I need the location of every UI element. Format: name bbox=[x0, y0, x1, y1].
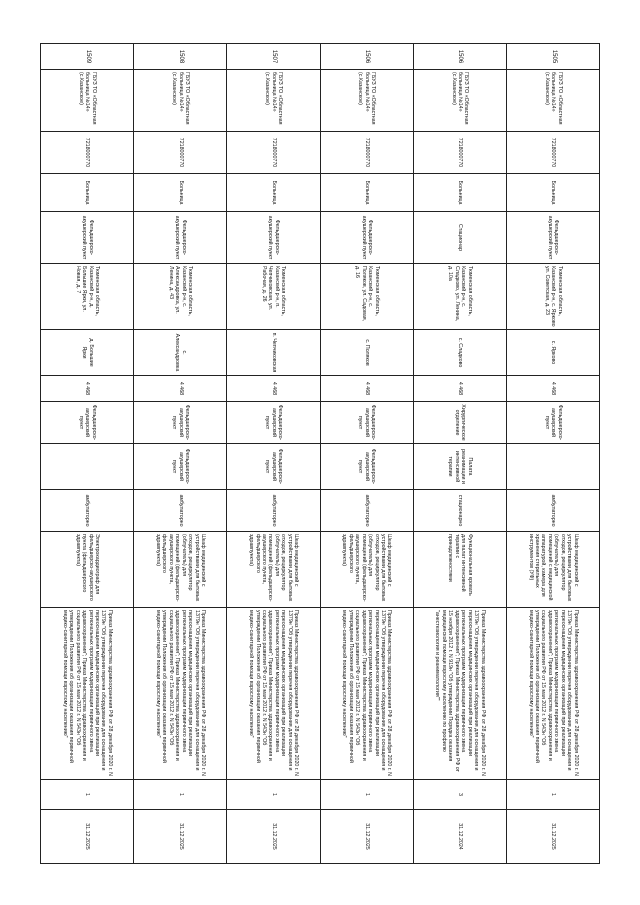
table-row bbox=[506, 43, 599, 863]
population-count: 4 468 bbox=[41, 375, 134, 401]
settlement: с. Поляков bbox=[320, 329, 413, 375]
deadline-date: 31.12.2025 bbox=[41, 809, 134, 863]
table-row bbox=[320, 43, 413, 863]
address: Тюменская область, Казанский р-н, с. Александровка, ул. Ленина, д. 43 bbox=[134, 263, 227, 329]
deadline-date: 31.12.2025 bbox=[506, 809, 599, 863]
equipment-name: Шкаф медицинский с устройствами для бытовых отходов, рециркулятор (облучатель) для помещений (фельдшерско-акушерского пункта, фельдшерского здравпункта) bbox=[227, 531, 320, 607]
table-row bbox=[413, 43, 506, 863]
address: Тюменская область, Казанский р-н, с. Сладково, ул. Ленина, д. 10а bbox=[413, 263, 506, 329]
deadline-date: 31.12.2024 bbox=[413, 809, 506, 863]
population-count: 4 468 bbox=[506, 375, 599, 401]
table-row bbox=[41, 43, 134, 863]
inn-code: 7218000770 bbox=[413, 131, 506, 173]
address: Тюменская область, Казанский р-н, с. Поляков, ул. Садовая, д. 16 bbox=[320, 263, 413, 329]
equipment-name: Шкаф медицинский с устройствами для бытовых отходов, рециркулятор (облучатель) для помещений (фельдшерско-акушерского пункта, фельдшерского здравпункта) bbox=[320, 531, 413, 607]
row-number: 1508 bbox=[134, 43, 227, 69]
row-number: 1509 bbox=[41, 43, 134, 69]
settlement: с. Сладково bbox=[413, 329, 506, 375]
deadline-date: 31.12.2025 bbox=[134, 809, 227, 863]
legal-basis: Приказ Министерства здравоохранения РФ от 28 декабря 2020 г. N 1379н "Об утверждении перечня оборудования для оснащения и переоснащения медицинских организаций при реализации региональных программ модернизации первичного звена здравоохранения"; Приказ Министерства здравоохранения и социального развития РФ от 15 мая 2012 г. N 543н "Об утверждении Положения об организации оказания первичной медико-санитарной помощи взрослому населению" bbox=[320, 607, 413, 779]
target-department bbox=[41, 443, 134, 489]
legal-basis: Приказ Министерства здравоохранения РФ от 28 декабря 2020 г. N 1379н "Об утверждении перечня оборудования для оснащения и переоснащения медицинских организаций при реализации региональных программ модернизации первичного звена здравоохранения"; Приказ Министерства здравоохранения и социального развития РФ от 15 мая 2012 г. N 543н "Об утверждении Положения об организации оказания первичной медико-санитарной помощи взрослому населению" bbox=[41, 607, 134, 779]
organization-name: ГБУЗ ТО «Областная больница №14» (с.Казанское) bbox=[320, 69, 413, 131]
current-department: Фельдшерско-акушерский пункт bbox=[134, 401, 227, 443]
population-count: 4 468 bbox=[320, 375, 413, 401]
address: Тюменская область, Казанский р-н, д. Большие Ярки, ул. Новая, д. 7 bbox=[41, 263, 134, 329]
inn-code: 7218000770 bbox=[320, 131, 413, 173]
equipment-table bbox=[40, 43, 600, 864]
address: Тюменская область, Казанский р-н, п. Чепчиковская, ул. Рабочая, д. 26 bbox=[227, 263, 320, 329]
address: Тюменская область, Казанский р-н, с. Ярково ул. Советская, д. 23 bbox=[506, 263, 599, 329]
facility-type: Больница bbox=[134, 173, 227, 211]
inn-code: 7218000770 bbox=[134, 131, 227, 173]
row-number: 1505 bbox=[506, 43, 599, 69]
current-department: Фельдшерско-акушерский пункт bbox=[506, 401, 599, 443]
facility-type: Больница bbox=[41, 173, 134, 211]
care-form: амбулаторно bbox=[506, 489, 599, 531]
care-form: стационарно bbox=[413, 489, 506, 531]
department-unit: Фельдшерско-акушерский пункт bbox=[506, 211, 599, 263]
department-unit: Фельдшерско-акушерский пункт bbox=[320, 211, 413, 263]
target-department: Палата реанимации и интенсивной терапии bbox=[413, 443, 506, 489]
facility-type: Больница bbox=[413, 173, 506, 211]
equipment-name: Шкаф медицинский с устройствами для бытовых отходов, рециркулятор (облучатель) для помещений с медицинской аппаратурой, камера для хранения стерильных инструментов (УФ) bbox=[506, 531, 599, 607]
settlement: с. Ярково bbox=[506, 329, 599, 375]
row-number: 1507 bbox=[227, 43, 320, 69]
table-row bbox=[134, 43, 227, 863]
current-department: Хирургическое отделение bbox=[413, 401, 506, 443]
deadline-date: 31.12.2025 bbox=[320, 809, 413, 863]
table-body bbox=[41, 43, 600, 863]
quantity: 1 bbox=[134, 779, 227, 809]
quantity: 1 bbox=[41, 779, 134, 809]
current-department: Фельдшерско-акушерский пункт bbox=[41, 401, 134, 443]
population-count: 4 468 bbox=[413, 375, 506, 401]
target-department: Фельдшерско-акушерский пункт bbox=[320, 443, 413, 489]
legal-basis: Приказ Министерства здравоохранения РФ от 28 декабря 2020 г. N 1379н "Об утверждении перечня оборудования для оснащения и переоснащения медицинских организаций при реализации региональных программ модернизации первичного звена здравоохранения"; Приказ Министерства здравоохранения и социального развития РФ от 15 мая 2012 г. N 543н "Об утверждении Положения об организации оказания первичной медико-санитарной помощи взрослому населению" bbox=[227, 607, 320, 779]
population-count: 4 468 bbox=[227, 375, 320, 401]
quantity: 1 bbox=[320, 779, 413, 809]
target-department: Фельдшерско-акушерский пункт bbox=[227, 443, 320, 489]
organization-name: ГБУЗ ТО «Областная больница №14» (с.Казанское) bbox=[506, 69, 599, 131]
legal-basis: Приказ Министерства здравоохранения РФ от 28 декабря 2020 г. N 1379н "Об утверждении перечня оборудования для оснащения и переоснащения медицинских организаций при реализации региональных программ модернизации первичного звена здравоохранения"; Приказ Министерства здравоохранения и социального развития РФ от 15 мая 2012 г. N 543н "Об утверждении Положения об организации оказания первичной медико-санитарной помощи взрослому населению" bbox=[506, 607, 599, 779]
target-department: Фельдшерско-акушерский пункт bbox=[134, 443, 227, 489]
department-unit: Фельдшерско-акушерский пункт bbox=[134, 211, 227, 263]
deadline-date: 31.12.2025 bbox=[227, 809, 320, 863]
facility-type: Больница bbox=[506, 173, 599, 211]
equipment-name: Шкаф медицинский с устройствами для бытовых отходов, рециркулятор (облучатель) для помещений (фельдшерско-акушерского пункта, фельдшерского здравпункта) bbox=[134, 531, 227, 607]
inn-code: 7218000770 bbox=[227, 131, 320, 173]
organization-name: ГБУЗ ТО «Областная больница №14» (с.Казанское) bbox=[227, 69, 320, 131]
legal-basis: Приказ Министерства здравоохранения РФ от 28 декабря 2020 г. N 1379н "Об утверждении перечня оборудования для оснащения и переоснащения медицинских организаций при реализации региональных программ модернизации первичного звена здравоохранения"; Приказ Министерства здравоохранения и социального развития РФ от 15 мая 2012 г. N 543н "Об утверждении Положения об организации оказания первичной медико-санитарной помощи взрослому населению" bbox=[134, 607, 227, 779]
inn-code: 7218000770 bbox=[506, 131, 599, 173]
care-form: амбулаторно bbox=[320, 489, 413, 531]
care-form: амбулаторно bbox=[41, 489, 134, 531]
quantity: 1 bbox=[227, 779, 320, 809]
table-row bbox=[227, 43, 320, 863]
current-department: Фельдшерско-акушерский пункт bbox=[320, 401, 413, 443]
department-unit: Фельдшерско-акушерский пункт bbox=[41, 211, 134, 263]
quantity: 1 bbox=[506, 779, 599, 809]
organization-name: ГБУЗ ТО «Областная больница №14» (с.Казанское) bbox=[413, 69, 506, 131]
row-number: 1506 bbox=[413, 43, 506, 69]
rotated-table-wrapper bbox=[40, 43, 600, 863]
settlement: с. Александровка bbox=[134, 329, 227, 375]
department-unit: Фельдшерско-акушерский пункт bbox=[227, 211, 320, 263]
target-department bbox=[506, 443, 599, 489]
population-count: 4 468 bbox=[134, 375, 227, 401]
organization-name: ГБУЗ ТО «Областная больница №14» (с.Казанское) bbox=[134, 69, 227, 131]
care-form: амбулаторно bbox=[134, 489, 227, 531]
quantity: 3 bbox=[413, 779, 506, 809]
inn-code: 7218000770 bbox=[41, 131, 134, 173]
settlement: п. Чепчиковская bbox=[227, 329, 320, 375]
department-unit: Стационар bbox=[413, 211, 506, 263]
row-number: 1506 bbox=[320, 43, 413, 69]
facility-type: Больница bbox=[227, 173, 320, 211]
care-form: амбулаторно bbox=[227, 489, 320, 531]
facility-type: Больница bbox=[320, 173, 413, 211]
equipment-name: Функциональная кровать для палат интенсивной терапии с принадлежностями bbox=[413, 531, 506, 607]
equipment-name: Электрокардиограф для фельдшерско-акушерского пункта (фельдшерского здравпункта) bbox=[41, 531, 134, 607]
legal-basis: Приказ Министерства здравоохранения РФ от 28 декабря 2020 г. N 1379н "Об утверждении перечня оборудования для оснащения и переоснащения медицинских организаций при реализации региональных программ модернизации первичного звена здравоохранения"; Приказ Министерства здравоохранения РФ от 15 ноября 2012 г. N 919н "Об утверждении Порядка оказания медицинской помощи взрослому населению по профилю "анестезиология и реаниматология"" bbox=[413, 607, 506, 779]
current-department: Фельдшерско-акушерский пункт bbox=[227, 401, 320, 443]
organization-name: ГБУЗ ТО «Областная больница №14» (с.Казанское) bbox=[41, 69, 134, 131]
settlement: д. Большие Ярки bbox=[41, 329, 134, 375]
